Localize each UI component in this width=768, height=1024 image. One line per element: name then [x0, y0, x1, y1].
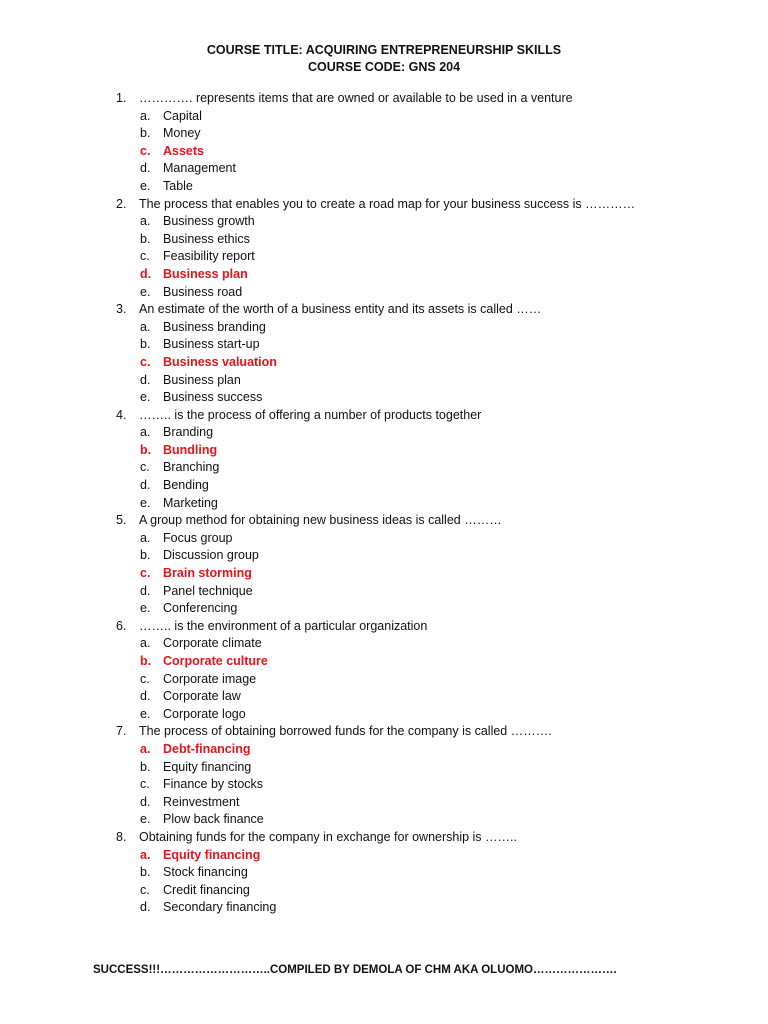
question-text: …….. is the environment of a particular organization — [139, 618, 428, 633]
option — [0, 284, 768, 302]
option — [0, 882, 768, 900]
option — [0, 336, 768, 354]
document-header — [0, 42, 768, 76]
footer-credit: SUCCESS!!!………………………..COMPILED BY DEMOLA OF CHM AKA OLUOMO…………………. — [93, 964, 617, 976]
option-letter: b. — [140, 231, 151, 246]
option-letter: c. — [140, 671, 150, 686]
option-text: Debt-financing — [163, 741, 251, 756]
option-letter: e. — [140, 178, 151, 193]
option — [0, 424, 768, 442]
option-letter: e. — [140, 601, 151, 616]
answer-option — [0, 266, 768, 284]
option-text: Money — [163, 126, 201, 141]
option-letter: d. — [140, 161, 151, 176]
option-text: Credit financing — [163, 882, 250, 897]
option-text: Business plan — [163, 372, 241, 387]
option-letter: d. — [140, 478, 151, 493]
option — [0, 459, 768, 477]
question-number: 7. — [116, 724, 127, 739]
option — [0, 706, 768, 724]
option — [0, 899, 768, 917]
option — [0, 635, 768, 653]
option-letter: b. — [140, 654, 152, 668]
question-number: 6. — [116, 618, 127, 633]
option-letter: e. — [140, 706, 151, 721]
option — [0, 864, 768, 882]
answer-option — [0, 741, 768, 759]
option-letter: e. — [140, 495, 151, 510]
question-5 — [0, 512, 768, 530]
option — [0, 495, 768, 513]
option-letter: c. — [140, 566, 151, 581]
option-letter: d. — [140, 583, 151, 598]
option-text: Corporate image — [163, 671, 257, 686]
option-text: Secondary financing — [163, 900, 277, 915]
question-8 — [0, 829, 768, 847]
option-text: Discussion group — [163, 548, 259, 563]
option — [0, 160, 768, 178]
option-text: Branding — [163, 425, 214, 440]
option-text: Business branding — [163, 319, 266, 334]
question-number: 3. — [116, 302, 127, 317]
option-text: Feasibility report — [163, 249, 255, 264]
question-text: Obtaining funds for the company in exchange for ownership is …….. — [139, 829, 517, 844]
option-text: Corporate culture — [163, 654, 268, 668]
option — [0, 776, 768, 794]
option-text: Business road — [163, 284, 243, 299]
option-text: Brain storming — [163, 566, 252, 581]
option-text: Capital — [163, 108, 202, 123]
option-letter: b. — [140, 759, 151, 774]
option-text: Stock financing — [163, 865, 248, 880]
option-text: Business plan — [163, 266, 248, 281]
option — [0, 108, 768, 126]
option-text: Focus group — [163, 530, 233, 545]
option-text: Panel technique — [163, 583, 253, 598]
option — [0, 811, 768, 829]
option-text: Corporate climate — [163, 636, 262, 651]
option-letter: a. — [140, 847, 151, 862]
option-letter: a. — [140, 636, 151, 651]
option-letter: c. — [140, 249, 150, 264]
option-text: Plow back finance — [163, 812, 264, 827]
option-letter: a. — [140, 319, 151, 334]
option-text: Marketing — [163, 495, 218, 510]
option — [0, 547, 768, 565]
option-text: Corporate logo — [163, 706, 246, 721]
question-number: 1. — [116, 91, 127, 105]
option-letter: c. — [140, 882, 150, 897]
option — [0, 178, 768, 196]
question-6 — [0, 618, 768, 636]
course-title: COURSE TITLE: ACQUIRING ENTREPRENEURSHIP SKILLS — [206, 43, 562, 57]
option-letter: c. — [140, 460, 150, 475]
option-text: Corporate law — [163, 689, 241, 704]
option-letter: b. — [140, 337, 151, 352]
question-3 — [0, 301, 768, 319]
option — [0, 671, 768, 689]
option — [0, 125, 768, 143]
option-text: Business growth — [163, 214, 255, 229]
option — [0, 794, 768, 812]
question-text: An estimate of the worth of a business entity and its assets is called …… — [139, 302, 542, 317]
option-text: Management — [163, 161, 236, 176]
option-letter: b. — [140, 442, 152, 457]
question-text: …….. is the process of offering a number of products together — [139, 407, 482, 422]
answer-option — [0, 143, 768, 161]
question-1 — [0, 90, 768, 108]
option — [0, 759, 768, 777]
option-text: Branching — [163, 460, 220, 475]
option-letter: e. — [140, 390, 151, 405]
question-2 — [0, 196, 768, 214]
option-letter: b. — [140, 126, 151, 141]
option-text: Business success — [163, 390, 263, 405]
question-list — [0, 90, 768, 917]
option-letter: d. — [140, 689, 151, 704]
option-letter: a. — [140, 425, 151, 440]
question-number: 2. — [116, 196, 127, 211]
answer-option — [0, 442, 768, 460]
option — [0, 530, 768, 548]
answer-option — [0, 653, 768, 671]
option — [0, 389, 768, 407]
option-text: Conferencing — [163, 601, 238, 616]
question-text: The process that enables you to create a road map for your business success is ………… — [139, 196, 636, 211]
option-text: Finance by stocks — [163, 777, 264, 792]
option — [0, 600, 768, 618]
option-letter: c. — [140, 777, 150, 792]
option-letter: b. — [140, 865, 151, 880]
option-letter: c. — [140, 354, 151, 369]
option-text: Table — [163, 178, 193, 193]
option-letter: a. — [140, 741, 151, 756]
option-letter: b. — [140, 548, 151, 563]
question-4 — [0, 407, 768, 425]
option-text: Business valuation — [163, 354, 277, 369]
option — [0, 213, 768, 231]
question-7 — [0, 723, 768, 741]
option — [0, 319, 768, 337]
option-letter: a. — [140, 530, 151, 545]
answer-option — [0, 354, 768, 372]
question-number: 5. — [116, 513, 127, 528]
course-code: COURSE CODE: GNS 204 — [307, 60, 461, 74]
option-text: Bundling — [163, 442, 218, 457]
option-letter: d. — [140, 900, 151, 915]
option-text: Assets — [163, 143, 204, 158]
answer-option — [0, 565, 768, 583]
option-text: Business start-up — [163, 337, 260, 352]
option-text: Business ethics — [163, 231, 250, 246]
question-text: …………. represents items that are owned or available to be used in a venture — [139, 91, 573, 105]
option-letter: e. — [140, 812, 151, 827]
option-letter: c. — [140, 143, 151, 158]
question-text: The process of obtaining borrowed funds for the company is called ………. — [139, 724, 552, 739]
option-text: Reinvestment — [163, 794, 240, 809]
option — [0, 477, 768, 495]
question-text: A group method for obtaining new business ideas is called ……… — [139, 513, 502, 528]
option-letter: a. — [140, 108, 151, 123]
option-letter: d. — [140, 372, 151, 387]
option-letter: d. — [140, 794, 151, 809]
option-letter: a. — [140, 214, 151, 229]
option-letter: e. — [140, 284, 151, 299]
option — [0, 583, 768, 601]
option — [0, 231, 768, 249]
option-text: Equity financing — [163, 847, 261, 862]
option-text: Equity financing — [163, 759, 252, 774]
answer-option — [0, 847, 768, 865]
option — [0, 688, 768, 706]
option — [0, 248, 768, 266]
question-number: 8. — [116, 829, 127, 844]
option — [0, 372, 768, 390]
option-letter: d. — [140, 266, 152, 281]
option-text: Bending — [163, 478, 209, 493]
question-number: 4. — [116, 407, 127, 422]
